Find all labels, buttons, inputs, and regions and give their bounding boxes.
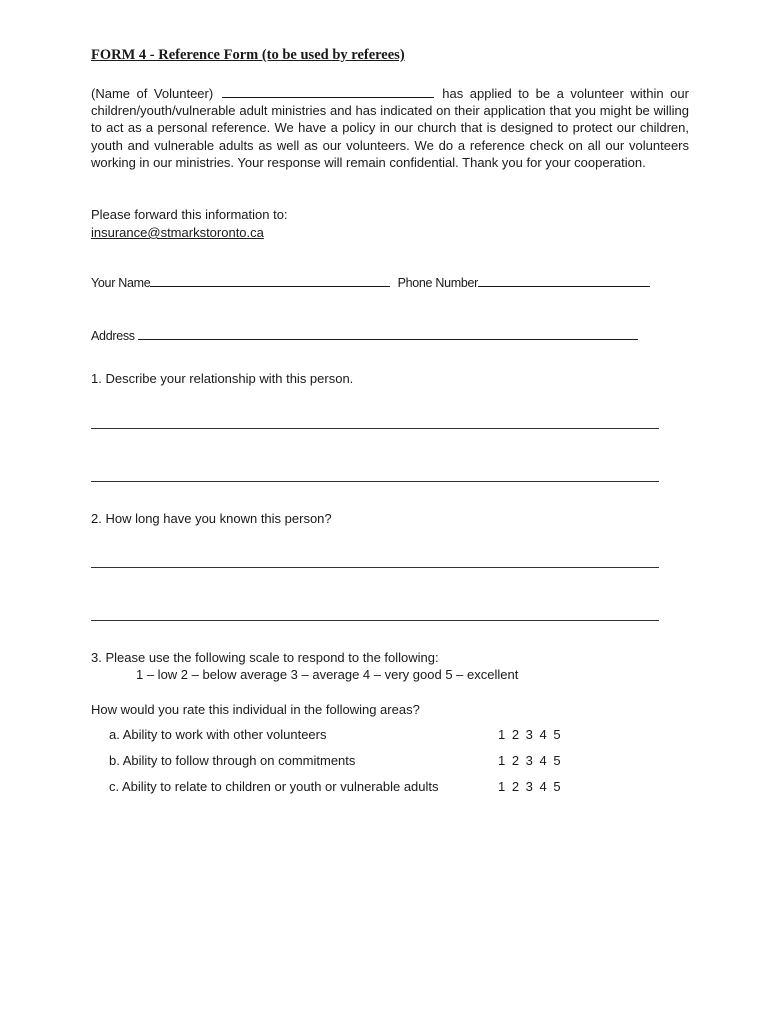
intro-paragraph [91, 85, 689, 171]
your-name-field[interactable] [150, 276, 390, 287]
rating-item-label: b. Ability to follow through on commitments [109, 753, 356, 768]
intro-body: has applied to be a volunteer within our children/youth/vulnerable adult ministries and has indicated on their application that you might be willing to act as a personal reference. We have a policy in our church that is designed to protect our children, youth and vulnerable adults as well as our volunteers. We do a reference check on all our volunteers working in our ministries. Your response will remain confidential. Thank you for your cooperation. [91, 86, 689, 170]
question-3: 3. Please use the following scale to respond to the following: [91, 650, 439, 665]
phone-label: Phone Number [397, 276, 479, 290]
rating-item-label: a. Ability to work with other volunteers [109, 727, 327, 742]
question-1: 1. Describe your relationship with this person. [91, 371, 354, 386]
volunteer-name-label: (Name of Volunteer) [91, 86, 214, 101]
your-name-label: Your Name [91, 276, 151, 290]
rating-scale-legend: 1 – low 2 – below average 3 – average 4 – very good 5 – excellent [136, 667, 519, 682]
name-phone-row [91, 276, 650, 290]
form-title: FORM 4 - Reference Form (to be used by referees) [91, 47, 405, 63]
rate-prompt: How would you rate this individual in the following areas? [91, 702, 420, 717]
rating-item-scale[interactable]: 1 2 3 4 5 [498, 779, 561, 794]
forward-label: Please forward this information to: [91, 207, 288, 222]
forward-email-link[interactable]: insurance@stmarkstoronto.ca [91, 225, 264, 240]
answer-line-1b[interactable] [91, 481, 659, 482]
address-label: Address [91, 329, 135, 343]
answer-line-2b[interactable] [91, 620, 659, 621]
address-row [91, 329, 638, 343]
rating-item-scale[interactable]: 1 2 3 4 5 [498, 727, 561, 742]
volunteer-name-blank[interactable] [222, 86, 434, 98]
rating-item-scale[interactable]: 1 2 3 4 5 [498, 753, 561, 768]
question-2: 2. How long have you known this person? [91, 511, 332, 526]
phone-field[interactable] [478, 276, 650, 287]
answer-line-1a[interactable] [91, 428, 659, 429]
forward-block [91, 206, 288, 242]
rating-item-label: c. Ability to relate to children or youth or vulnerable adults [109, 779, 439, 794]
answer-line-2a[interactable] [91, 567, 659, 568]
address-field[interactable] [138, 329, 638, 340]
